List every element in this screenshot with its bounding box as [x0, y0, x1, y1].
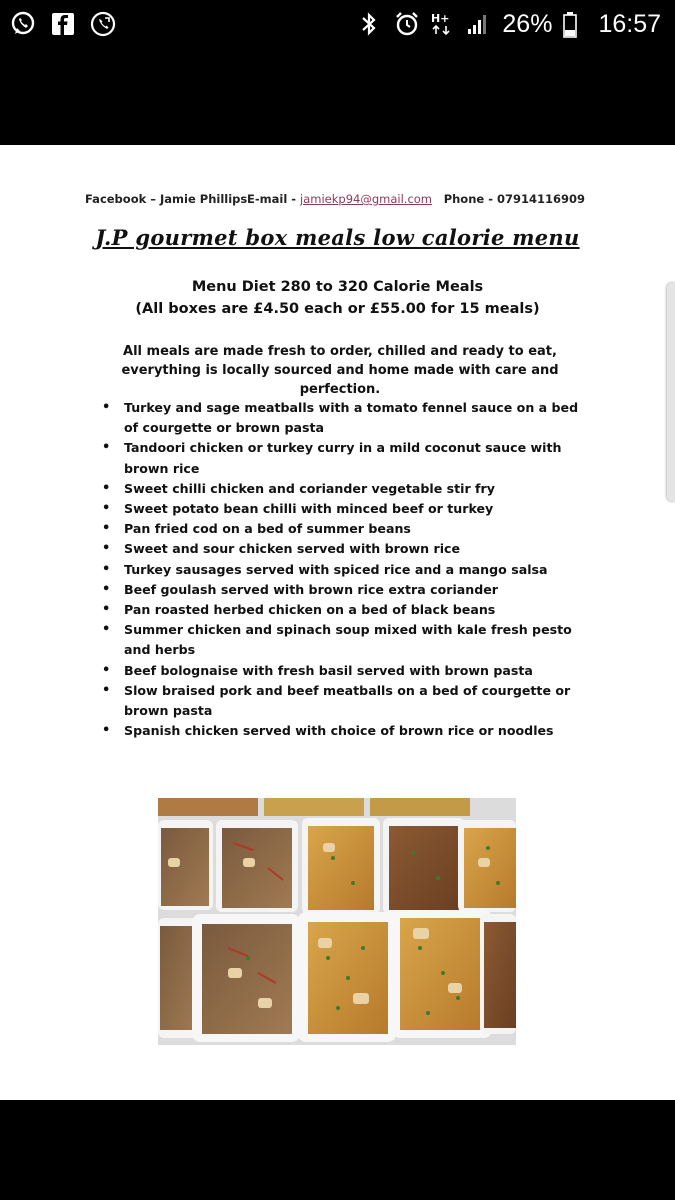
- bluetooth-icon: [358, 11, 384, 37]
- battery-percent: 26%: [502, 9, 553, 38]
- bullet-icon: •: [102, 440, 111, 456]
- meal-text: Beef bolognaise with fresh basil served with brown pasta: [124, 662, 533, 678]
- meal-list-item: [100, 438, 590, 478]
- bullet-icon: •: [102, 400, 111, 415]
- meal-list-item: [100, 519, 590, 539]
- email-link[interactable]: jamiekp94@gmail.com: [300, 192, 433, 206]
- alarm-icon: [394, 11, 420, 37]
- meal-list: [100, 398, 590, 741]
- meal-text: Pan fried cod on a bed of summer beans: [124, 521, 411, 537]
- meal-list-item: [100, 600, 590, 620]
- intro-text: All meals are made fresh to order, chilled and ready to eat, everything is locally sourced and home made with care and perfection.: [121, 344, 559, 397]
- meal-list-item: [100, 479, 590, 499]
- bullet-icon: •: [102, 662, 111, 678]
- meal-list-item: [100, 620, 590, 660]
- meal-text: Sweet potato bean chilli with minced beef or turkey: [124, 501, 494, 517]
- contact-row: [85, 192, 585, 206]
- meal-list-item: [100, 721, 590, 741]
- meal-list-item: [100, 398, 590, 438]
- meal-text: Tandoori chicken or turkey curry in a mild coconut sauce with brown rice: [124, 440, 562, 476]
- menu-title: J.P gourmet box meals low calorie menu: [95, 225, 580, 250]
- email-label: E-mail -: [247, 192, 301, 206]
- meal-list-item: [100, 539, 590, 559]
- meal-text: Summer chicken and spinach soup mixed with kale fresh pesto and herbs: [124, 622, 572, 658]
- bullet-icon: •: [102, 602, 111, 618]
- meal-text: Beef goulash served with brown rice extra coriander: [124, 581, 498, 597]
- email-contact: [247, 192, 444, 206]
- clock: 16:57: [598, 9, 661, 38]
- bullet-icon: •: [102, 561, 111, 577]
- meal-boxes-photo: [158, 798, 516, 1045]
- bullet-icon: •: [102, 541, 111, 557]
- meal-text: Pan roasted herbed chicken on a bed of black beans: [124, 602, 496, 618]
- bullet-icon: •: [102, 682, 111, 698]
- facebook-contact: Facebook – Jamie Phillips: [85, 192, 248, 206]
- meal-list-item: [100, 499, 590, 519]
- bullet-icon: •: [102, 521, 111, 537]
- bullet-icon: •: [102, 480, 111, 496]
- price-info: (All boxes are £4.50 each or £55.00 for 15 meals): [135, 301, 540, 317]
- meal-list-item: [100, 560, 590, 580]
- facebook-icon: [50, 11, 76, 37]
- menu-document[interactable]: [0, 145, 675, 1100]
- scroll-handle[interactable]: [667, 282, 675, 502]
- h-plus-icon: [430, 11, 456, 37]
- battery-icon: [562, 11, 588, 37]
- phone-icon: [90, 11, 116, 37]
- phone-contact: Phone - 07914116909: [443, 192, 585, 206]
- meal-text: Turkey sausages served with spiced rice and a mango salsa: [124, 561, 548, 577]
- bullet-icon: •: [102, 723, 111, 739]
- meal-list-item: [100, 681, 590, 721]
- signal-icon: [466, 11, 492, 37]
- meal-text: Turkey and sage meatballs with a tomato fennel sauce on a bed of courgette or brown pasta: [124, 400, 579, 436]
- meal-text: Sweet chilli chicken and coriander vegetable stir fry: [124, 480, 495, 496]
- meal-text: Slow braised pork and beef meatballs on a bed of courgette or brown pasta: [124, 682, 571, 719]
- meal-list-item: [100, 580, 590, 600]
- meal-text: Spanish chicken served with choice of brown rice or noodles: [124, 723, 554, 739]
- svg-text:H+: H+: [431, 12, 450, 25]
- whatsapp-icon: [10, 11, 36, 37]
- bullet-icon: •: [102, 501, 111, 517]
- bullet-icon: •: [102, 581, 111, 597]
- menu-subtitle: Menu Diet 280 to 320 Calorie Meals: [191, 279, 484, 295]
- meal-list-item: [100, 661, 590, 681]
- status-bar: [0, 0, 675, 48]
- bullet-icon: •: [102, 622, 111, 638]
- meal-text: Sweet and sour chicken served with brown rice: [124, 541, 461, 557]
